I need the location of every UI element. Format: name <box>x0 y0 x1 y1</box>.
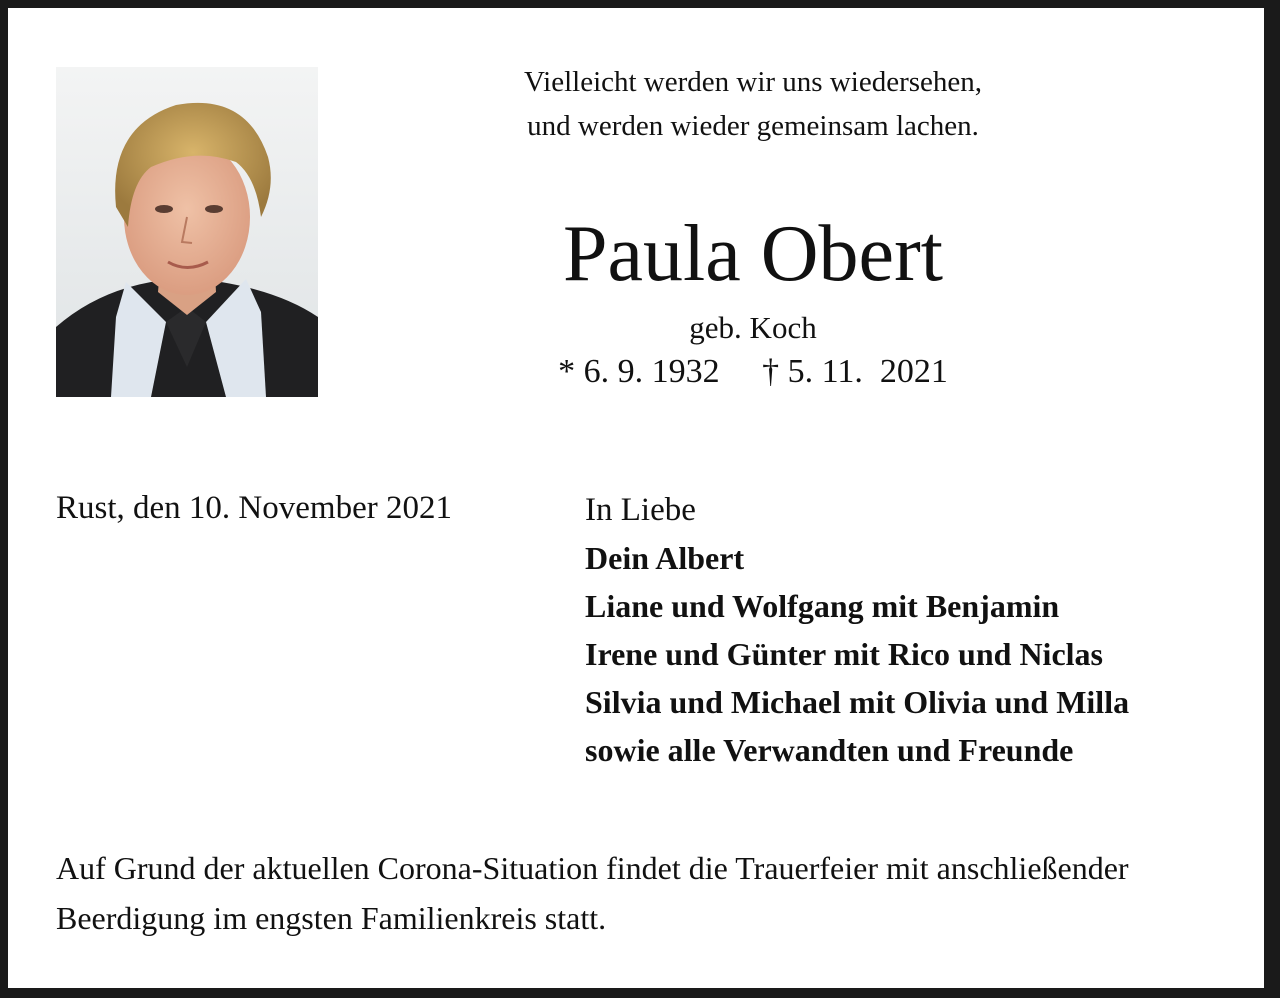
signer-line: Dein Albert <box>585 540 745 576</box>
signer-line: Irene und Günter mit Rico und Niclas <box>585 636 1103 672</box>
funeral-notice <box>56 843 1236 943</box>
portrait-image <box>56 67 318 397</box>
notice-line-1: Auf Grund der aktuellen Corona-Situation findet die Trauerfeier mit anschließender <box>56 850 1129 886</box>
obituary-card <box>8 8 1264 988</box>
life-dates: * 6. 9. 1932 † 5. 11. 2021 <box>558 353 948 390</box>
signers-intro: In Liebe <box>585 492 696 528</box>
place-and-date: Rust, den 10. November 2021 <box>56 490 452 526</box>
deceased-name: Paula Obert <box>563 210 943 298</box>
verse-line-2: und werden wieder gemeinsam lachen. <box>527 110 979 142</box>
signer-line: sowie alle Verwandten und Freunde <box>585 732 1074 768</box>
signer-line: Silvia und Michael mit Olivia und Milla <box>585 684 1130 720</box>
signer-line: Liane und Wolfgang mit Benjamin <box>585 588 1060 624</box>
verse-line-1: Vielleicht werden wir uns wiedersehen, <box>523 66 983 98</box>
birth-name: geb. Koch <box>689 310 817 345</box>
mourners-list <box>585 486 1129 774</box>
portrait-photo <box>56 67 318 397</box>
notice-line-2: Beerdigung im engsten Familienkreis statt. <box>56 900 607 936</box>
